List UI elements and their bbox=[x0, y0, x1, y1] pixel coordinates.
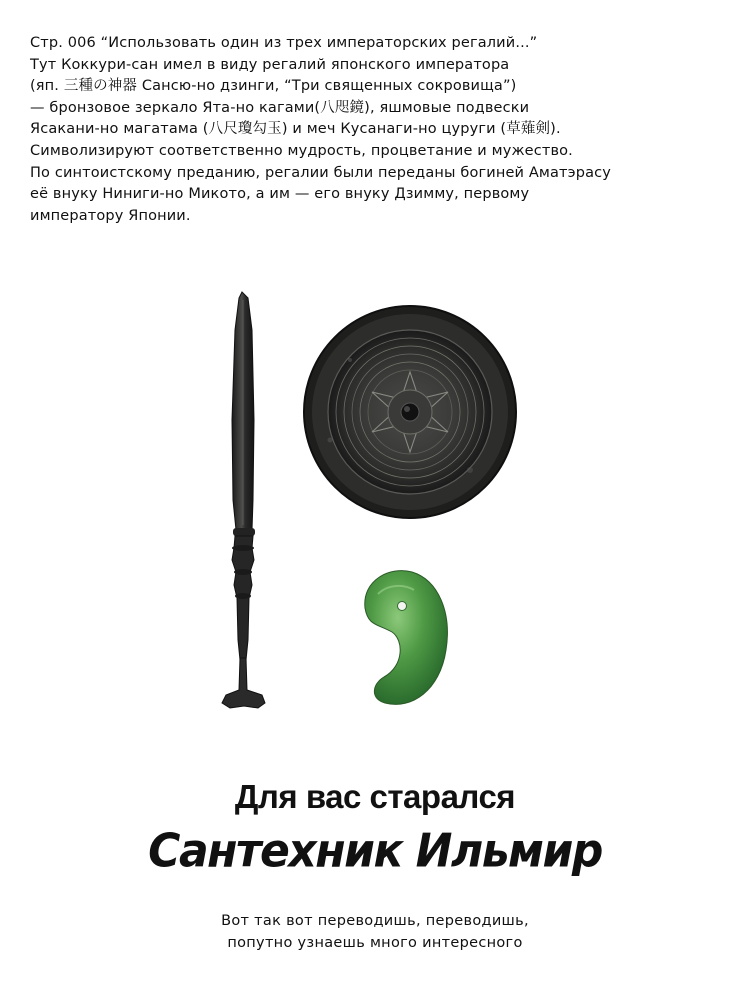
translator-note bbox=[30, 33, 735, 227]
note-line: императору Японии. bbox=[30, 207, 191, 224]
note-line: Символизируют соответственно мудрость, процветание и мужество. bbox=[30, 142, 573, 159]
footer-line: попутно узнаешь много интересного bbox=[227, 935, 523, 951]
footer-note bbox=[120, 910, 630, 954]
note-line: По синтоистскому преданию, регалии были переданы богиней Аматэрасу bbox=[30, 164, 611, 181]
mirror-image bbox=[304, 306, 516, 518]
credit-heading: Для вас старался bbox=[234, 778, 516, 815]
note-line: её внуку Ниниги-но Микото, а им — его внуку Дзимму, первому bbox=[30, 186, 530, 203]
note-line: Стр. 006 “Использовать один из трех императорских регалий...” bbox=[30, 35, 538, 51]
note-line: Тут Коккури-сан имел в виду регалий японского императора bbox=[30, 56, 510, 73]
footer-line: Вот так вот переводишь, переводишь, bbox=[221, 913, 529, 929]
note-line: Ясакани-но магатама (八尺瓊勾玉) и меч Кусанаги-но цуруги (草薙剣). bbox=[30, 121, 561, 138]
note-line: — бронзовое зеркало Ята-но кагами(八咫鏡), яшмовые подвески bbox=[30, 99, 530, 116]
magatama-image bbox=[365, 571, 448, 705]
translator-name: Сантехник Ильмир bbox=[148, 824, 602, 879]
sword-image bbox=[222, 292, 265, 708]
note-line: (яп. 三種の神器 Сансю-но дзинги, “Три священных сокровища”) bbox=[30, 78, 517, 95]
